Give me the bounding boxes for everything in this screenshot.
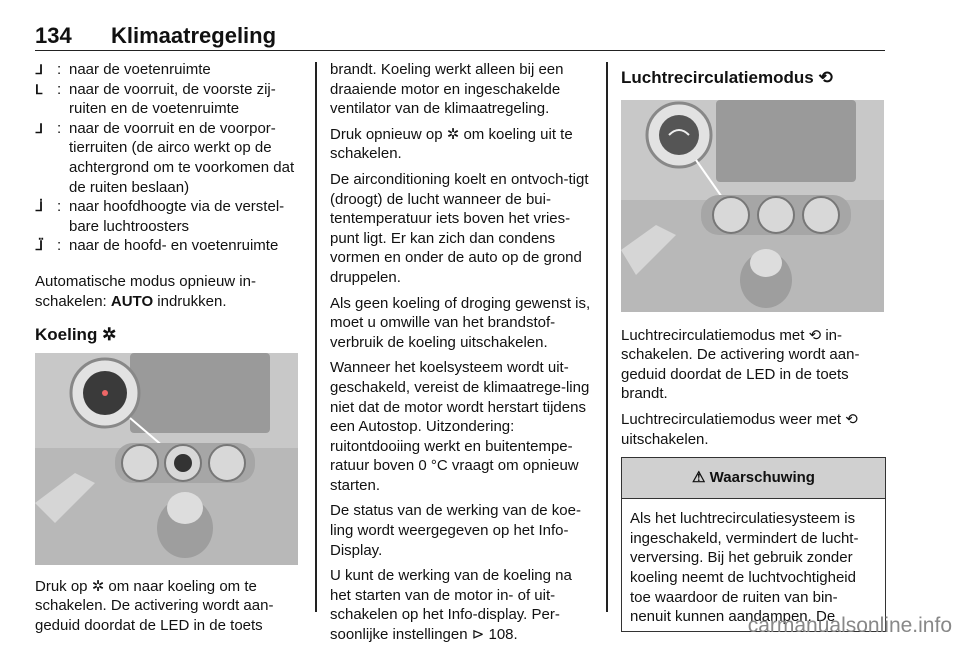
legend-text: naar de voorruit en de voorpor-tierruiten (de airco werkt op de achtergrond om te voorkomen dat de ruiten beslaan) bbox=[69, 119, 295, 196]
paragraph: Wanneer het koelsysteem wordt uit-geschakeld, vereist de klimaatrege-ling niet dat de motor wordt herstart tijdens een Autostop. Uitzondering: ruitontdooiing werkt en buitentempe-ratuur boven 0 °C vraagt om opnieuw starten. bbox=[330, 359, 590, 494]
column-middle bbox=[330, 60, 592, 651]
paragraph: De airconditioning koelt en ontvoch-tigt (droogt) de lucht wanneer de bui-tentemperatuur iets boven het vries-punt ligt. Er kan zich dan condens vormen en onder de auto op de grond druppelen. bbox=[330, 170, 589, 286]
paragraph: De status van de werking van de koe-ling wordt weergegeven op het Info-Display. bbox=[330, 502, 581, 559]
auto-mode-text bbox=[35, 272, 300, 311]
legend-separator: : bbox=[57, 198, 62, 216]
page-number: 134 bbox=[35, 23, 72, 48]
page-header bbox=[35, 10, 885, 51]
head-vent-icon: ᒨ bbox=[35, 199, 43, 215]
legend-text: naar hoofdhoogte via de verstel-bare luchtroosters bbox=[69, 198, 285, 235]
page-title: Klimaatregeling bbox=[111, 23, 277, 48]
legend-text: naar de voorruit, de voorste zij-ruiten en de voetenruimte bbox=[69, 80, 276, 118]
warning-triangle-icon: ⚠ bbox=[692, 469, 706, 487]
warning-box bbox=[621, 457, 886, 632]
windscreen-foot-vent-icon: ᒪ bbox=[35, 81, 43, 97]
legend-text: naar de voetenruimte bbox=[69, 61, 211, 78]
legend-item bbox=[35, 197, 300, 236]
legend-item bbox=[35, 60, 300, 80]
snowflake-icon: ✲ bbox=[102, 325, 117, 345]
recirculation-button-photo bbox=[621, 100, 884, 312]
recirculation-on-text: Luchtrecirculatiemodus met ⟲ in-schakelen. De activering wordt aan-geduid doordat de LED in de toets brandt. bbox=[621, 326, 860, 403]
warning-header bbox=[622, 458, 885, 499]
legend-item bbox=[35, 236, 300, 256]
legend-separator: : bbox=[57, 119, 62, 137]
warning-text: Als het luchtrecirculatiesysteem is ingeschakeld, vermindert de lucht-verversing. Bij het gebruik zonder koeling neemt de luchtvochtigheid toe waardoor de ruiten van bin-nenuit kunnen aandampen. De bbox=[630, 510, 859, 626]
column-left bbox=[35, 60, 300, 642]
recirculation-heading bbox=[621, 68, 886, 88]
paragraph: U kunt de werking van de koeling na het starten van de motor in- of uit-schakelen op het Info-display. Per-soonlijke instellingen ⊳ 108. bbox=[330, 567, 572, 644]
legend-item bbox=[35, 80, 300, 119]
legend-separator: : bbox=[57, 237, 62, 255]
cooling-press-text: Druk op ✲ om naar koeling om te schakelen. De activering wordt aan-geduid doordat de LED in de toets bbox=[35, 577, 274, 634]
auto-text: indrukken. bbox=[153, 292, 227, 310]
legend-text: naar de hoofd- en voetenruimte bbox=[69, 237, 279, 255]
cooling-heading bbox=[35, 325, 300, 345]
warning-title: Waarschuwing bbox=[709, 469, 815, 487]
watermark: carmanualsonline.info bbox=[747, 614, 952, 637]
windscreen-front-window-icon: ᒧ bbox=[35, 120, 43, 136]
auto-text: Automatische modus opnieuw in-schakelen: bbox=[35, 272, 256, 310]
airflow-legend bbox=[35, 60, 300, 256]
column-divider bbox=[606, 62, 608, 612]
dashboard-illustration bbox=[621, 100, 884, 312]
cooling-heading-text: Koeling bbox=[35, 325, 103, 345]
auto-label: AUTO bbox=[110, 292, 154, 310]
legend-separator: : bbox=[57, 61, 62, 78]
column-right bbox=[621, 60, 886, 632]
cooling-button-photo bbox=[35, 353, 298, 565]
foot-vent-icon: ᒧ bbox=[35, 62, 43, 77]
legend-separator: : bbox=[57, 80, 62, 98]
paragraph: brandt. Koeling werkt alleen bij een draaiende motor en ingeschakelde ventilator van de klimaatregeling. bbox=[330, 61, 564, 118]
paragraph: Druk opnieuw op ✲ om koeling uit te schakelen. bbox=[330, 125, 573, 163]
column-divider bbox=[315, 62, 317, 612]
recirculation-icon: ⟲ bbox=[818, 68, 833, 87]
recirculation-heading-text: Luchtrecirculatiemodus bbox=[621, 68, 819, 87]
legend-item bbox=[35, 119, 300, 197]
paragraph: Als geen koeling of droging gewenst is, moet u omwille van het brandstof-verbruik de koeling uitschakelen. bbox=[330, 294, 591, 351]
dashboard-illustration bbox=[35, 353, 298, 565]
recirculation-off-text: Luchtrecirculatiemodus weer met ⟲ uitschakelen. bbox=[621, 410, 858, 448]
head-foot-vent-icon: ᒩ bbox=[35, 238, 43, 254]
